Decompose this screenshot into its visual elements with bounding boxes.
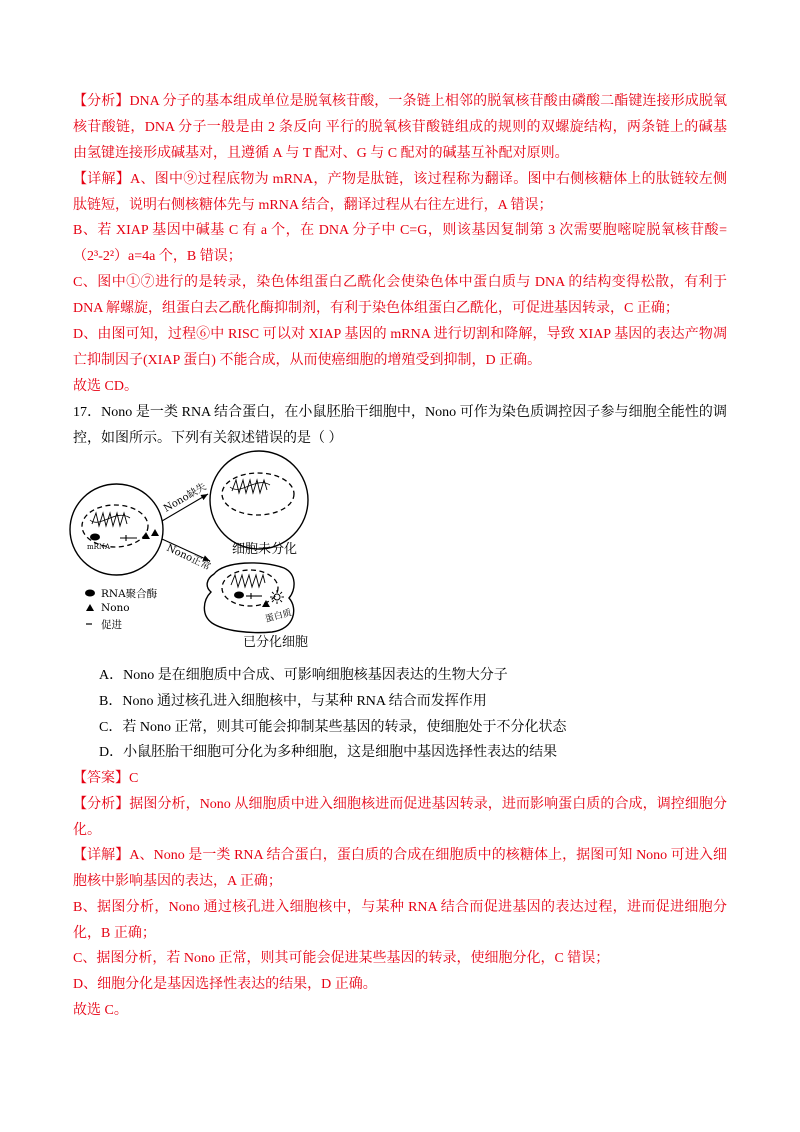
solution-detail-line: 胞核中影响基因的表达，A 正确； (73, 874, 282, 890)
arrow-bottom-label: Nono正常 (164, 542, 213, 573)
legend-rna-polymerase-icon (85, 590, 95, 597)
legend-promote-label: 促进 (101, 619, 122, 631)
mrna-label: mRNA (87, 543, 111, 551)
solution-detail-line: 化，B 正确； (73, 925, 156, 941)
differentiated-label: 已分化细胞 (243, 635, 309, 650)
protein-label: 蛋白质 (264, 608, 293, 625)
solution-detail-line: B、据图分析，Nono 通过核孔进入细胞核中，与某种 RNA 结合而促进基因的表达过程，进而促进细胞分 (73, 899, 727, 915)
differentiated-cell-membrane (204, 563, 294, 633)
question-stem-line: 17．Nono 是一类 RNA 结合蛋白，在小鼠胚胎干细胞中，Nono 可作为染色质调控因子参与细胞全能性的调 (73, 404, 727, 420)
chromatin-strand (230, 483, 270, 490)
solution-analysis-line: 【分析】据图分析，Nono 从细胞质中进入细胞核进而促进基因转录，进而影响蛋白质的合成，调控细胞分 (73, 796, 727, 812)
legend-nono-label: Nono (101, 602, 130, 614)
previous-conclusion: 故选 CD。 (73, 378, 138, 394)
solution-detail-line: D、细胞分化是基因选择性表达的结果，D 正确。 (73, 977, 377, 993)
previous-detail-line: 【详解】A、图中⑨过程底物为 mRNA，产物是肽链，该过程称为翻译。图中右侧核糖体上的肽链较左侧 (73, 171, 727, 187)
chromatin-coil (232, 480, 267, 493)
protein-sun-icon (270, 590, 284, 604)
previous-detail-line: 肽链短，说明右侧核糖体先与 mRNA 结合，翻译过程从右往左进行，A 错误； (73, 197, 553, 213)
solution-detail-line: 【详解】A、Nono 是一类 RNA 结合蛋白，蛋白质的合成在细胞质中的核糖体上，据图可知 Nono 可进入细 (73, 848, 727, 864)
stem-cell-membrane (70, 484, 163, 575)
solution-detail-line: C、据图分析，若 Nono 正常，则其可能会促进某些基因的转录，使细胞分化，C 错误； (73, 951, 610, 967)
solution-analysis-line: 化。 (73, 822, 101, 838)
stem-cell-nucleus (82, 505, 148, 547)
previous-solution-and-stem (73, 89, 727, 451)
nono-triangle (151, 529, 159, 536)
arrow-top-label: Nono缺失 (162, 481, 209, 515)
nono-triangle (142, 532, 150, 539)
undifferentiated-cell-membrane (210, 451, 308, 549)
previous-analysis-line: 【分析】DNA 分子的基本组成单位是脱氧核苷酸，一条链上相邻的脱氧核苷酸由磷酸二酯键连接形成脱氧 (73, 94, 727, 109)
previous-detail-line: C、图中①⑦进行的是转录，染色体组蛋白乙酰化会使染色体中蛋白质与 DNA 的结构变得松散，有利于 (73, 275, 727, 291)
option-d[interactable]: D．小鼠胚胎干细胞可分化为多种细胞，这是细胞中基因选择性表达的结果 (99, 745, 558, 761)
previous-detail-line: D、由图可知，过程⑥中 RISC 可以对 XIAP 基因的 mRNA 进行切割和降解，导致 XIAP 基因的表达产物凋 (73, 327, 727, 343)
previous-analysis-line: 核苷酸链，DNA 分子一般是由 2 条反向 平行的脱氧核苷酸链组成的规则的双螺旋结构，两条链上的碱基 (73, 119, 727, 135)
undifferentiated-label: 细胞未分化 (232, 542, 298, 557)
option-c[interactable]: C．若 Nono 正常，则其可能会抑制某些基因的转录，使细胞处于不分化状态 (99, 719, 567, 735)
nono-triangle (262, 600, 270, 607)
legend-nono-icon (86, 604, 94, 611)
rna-polymerase (90, 534, 100, 541)
answer-label: 【答案】C (73, 771, 139, 787)
rna-polymerase (234, 592, 244, 599)
option-a[interactable]: A．Nono 是在细胞质中合成、可影响细胞核基因表达的生物大分子 (99, 668, 508, 683)
previous-detail-line: DNA 解螺旋，组蛋白去乙酰化酶抑制剂，有利于染色体组蛋白乙酰化，可促进基因转录，C 正确； (73, 301, 679, 317)
chromatin-coil (231, 575, 265, 587)
solution-conclusion: 故选 C。 (73, 1002, 128, 1018)
options-and-solution (73, 663, 727, 1024)
option-b[interactable]: B．Nono 通过核孔进入细胞核中，与某种 RNA 结合而发挥作用 (99, 693, 487, 709)
question-stem-line: 控，如图所示。下列有关叙述错误的是（ ） (73, 430, 343, 446)
previous-detail-line: （2³-2²）a=4a 个，B 错误； (73, 249, 242, 265)
chromatin-strand (90, 515, 130, 522)
previous-analysis-line: 由氢键连接形成碱基对，且遵循 A 与 T 配对、G 与 C 配对的碱基互补配对原则。 (73, 145, 569, 161)
nono-diagram (60, 445, 320, 657)
legend-rna-polymerase-label: RNA聚合酶 (101, 588, 158, 600)
previous-detail-line: 亡抑制因子(XIAP 蛋白) 不能合成，从而使癌细胞的增殖受到抑制，D 正确。 (73, 352, 542, 368)
differentiated-cell-nucleus (222, 570, 278, 606)
previous-detail-line: B、若 XIAP 基因中碱基 C 有 a 个，在 DNA 分子中 C=G，则该基因复制第 3 次需要胞嘧啶脱氧核苷酸= (73, 223, 727, 239)
undifferentiated-cell-nucleus (222, 473, 294, 515)
